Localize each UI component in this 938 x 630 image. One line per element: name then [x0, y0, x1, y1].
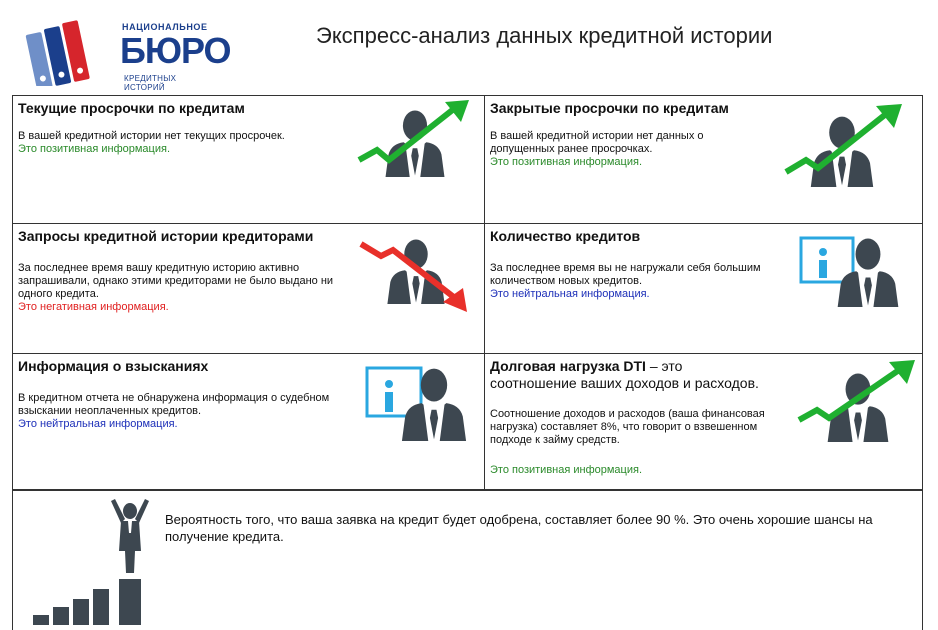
summary-panel: [12, 490, 923, 630]
logo: [22, 20, 231, 92]
winner-on-bar-steps-icon: [31, 493, 157, 625]
analysis-grid: [12, 95, 923, 490]
page-title: Экспресс-анализ данных кредитной истории: [316, 23, 773, 48]
cell-text: В вашей кредитной истории нет текущих просрочек.: [18, 130, 285, 142]
verdict-positive: Это позитивная информация.: [490, 156, 643, 168]
cell-inquiries: [13, 224, 485, 354]
businessman-arrow-up-icon: [355, 98, 471, 182]
cell-heading: Количество кредитов: [490, 228, 641, 244]
logo-line-1: НАЦИОНАЛЬНОЕ: [122, 22, 208, 32]
verdict-neutral: Это нейтральная информация.: [490, 288, 650, 300]
cell-text: За последнее время вы не нагружали себя большим количеством новых кредитов.: [490, 262, 761, 287]
businessman-arrow-down-icon: [359, 228, 471, 314]
cell-subheading: соотношение ваших доходов и расходов.: [490, 375, 759, 391]
cell-closed-overdue: [485, 96, 922, 224]
cell-heading: Долговая нагрузка DTI: [490, 358, 646, 374]
businessman-info-board-icon: [797, 230, 907, 312]
logo-line-3: КРЕДИТНЫХ ИСТОРИЙ: [124, 74, 177, 92]
cell-loans-count: [485, 224, 922, 354]
verdict-positive: Это позитивная информация.: [18, 143, 171, 155]
cell-current-overdue: [13, 96, 485, 224]
logo-line-2: БЮРО: [120, 30, 231, 71]
cell-heading: Информация о взысканиях: [18, 358, 209, 374]
binders-logo-icon: [22, 20, 102, 86]
verdict-negative: Это негативная информация.: [18, 301, 169, 313]
businessman-arrow-up-icon: [782, 102, 906, 192]
cell-heading: Запросы кредитной истории кредиторами: [18, 228, 314, 244]
header: [0, 0, 938, 92]
cell-text: В кредитном отчета не обнаружена информация о судебном взыскании неоплаченных кредитов.: [18, 392, 330, 417]
businessman-info-board-icon: [363, 358, 475, 446]
cell-collections: [13, 354, 485, 489]
verdict-neutral: Это нейтральная информация.: [18, 418, 178, 430]
cell-text: В вашей кредитной истории нет данных о допущенных ранее просрочках.: [490, 130, 704, 155]
summary-text: Вероятность того, что ваша заявка на кредит будет одобрена, составляет более 90 %. Это очень хорошие шансы на получение кредита.: [165, 512, 873, 544]
cell-text: Соотношение доходов и расходов (ваша финансовая нагрузка) составляет 8%, что говорит о взвешенном подходе к займу средств.: [490, 408, 765, 446]
cell-dti: [485, 354, 922, 489]
cell-text: За последнее время вашу кредитную историю активно запрашивали, однако этими кредиторами не было выдано ни одного кредита.: [18, 262, 334, 300]
cell-heading: Закрытые просрочки по кредитам: [490, 100, 729, 116]
verdict-positive: Это позитивная информация.: [490, 464, 643, 476]
cell-heading: Текущие просрочки по кредитам: [18, 100, 245, 116]
businessman-arrow-up-icon: [795, 358, 919, 448]
cell-heading-rest: – это: [645, 358, 683, 374]
